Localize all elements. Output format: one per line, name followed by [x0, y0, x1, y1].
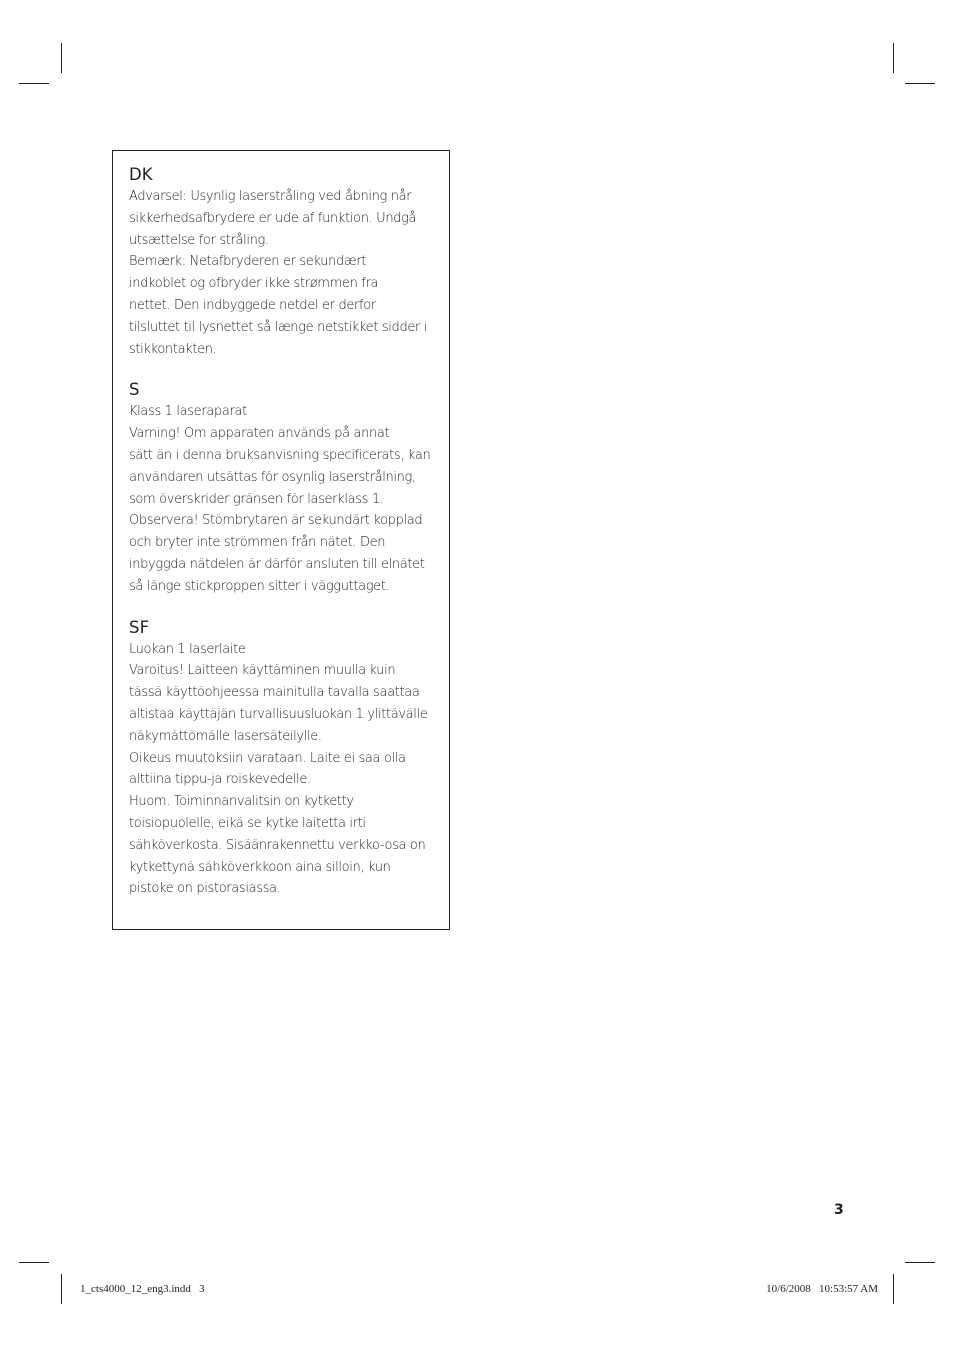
crop-mark-top-right-horizontal — [905, 83, 935, 84]
crop-mark-top-left-vertical — [61, 43, 62, 73]
slug-filename: 1_cts4000_12_eng3.indd 3 — [80, 1283, 205, 1295]
text-line: Observera! Stömbrytaren är sekundärt kopplad — [129, 513, 423, 529]
crop-mark-top-right-vertical — [893, 43, 894, 73]
text-line: pistoke on pistorasiassa. — [129, 881, 281, 897]
text-line: näkymättömälle lasersäteilylle. — [129, 728, 322, 744]
crop-mark-bottom-right-horizontal — [905, 1262, 935, 1263]
notice-section-sf — [129, 617, 447, 901]
text-line: alttiina tippu-ja roiskevedelle. — [129, 772, 311, 788]
text-line: Varoitus! Laitteen käyttäminen muulla kuin — [129, 663, 396, 679]
section-heading-sf: SF — [129, 617, 150, 637]
text-line: sikkerhedsafbrydere er ude af funktion. Undgå — [129, 210, 417, 226]
text-line: sähköverkosta. Sisäänrakennettu verkko-osa on — [129, 837, 426, 853]
notice-section-dk — [129, 164, 447, 360]
text-line: indkoblet og ofbryder ikke strømmen fra — [129, 276, 379, 292]
text-line: Oikeus muutoksiin varataan. Laite ei saa olla — [129, 750, 406, 766]
crop-mark-top-left-horizontal — [19, 83, 49, 84]
text-line: toisiopuolelle, eikä se kytke laitetta irti — [129, 815, 366, 831]
text-line: Huom. Toiminnanvalitsin on kytketty — [129, 794, 354, 810]
text-line: användaren utsättas för osynlig laserstrålning, — [129, 469, 416, 485]
crop-mark-bottom-left-horizontal — [19, 1262, 49, 1263]
text-line: inbyggda nätdelen är därför ansluten till elnätet — [129, 556, 425, 572]
text-line: tilsluttet til lysnettet så længe netstikket sidder i — [129, 319, 428, 335]
section-heading-s: S — [129, 380, 140, 400]
slug-timestamp: 10/6/2008 10:53:57 AM — [766, 1283, 878, 1295]
crop-mark-bottom-right-vertical — [893, 1274, 894, 1304]
text-line: nettet. Den indbyggede netdel er derfor — [129, 297, 376, 313]
text-line: och bryter inte strömmen från nätet. Den — [129, 535, 386, 551]
text-line: Varning! Om apparaten används på annat — [129, 426, 390, 442]
text-line: sätt än i denna bruksanvisning specificerats, kan — [129, 447, 431, 463]
text-line: Luokan 1 laserlaite — [129, 641, 246, 657]
text-line: altistaa käyttäjän turvallisuusluokan 1 ylittävälle — [129, 706, 428, 722]
text-line: som överskrider gränsen för laserklass 1. — [129, 491, 384, 507]
laser-safety-notice-box — [112, 150, 450, 930]
text-line: tässä käyttöohjeessa mainitulla tavalla saattaa — [129, 685, 420, 701]
text-line: så länge stickproppen sitter i vägguttaget. — [129, 578, 390, 594]
notice-section-s — [129, 379, 447, 597]
text-line: utsættelse for stråling. — [129, 232, 269, 248]
text-line: stikkontakten. — [129, 341, 217, 357]
text-line: Advarsel: Usynlig laserstråling ved åbning når — [129, 189, 412, 204]
text-line: Klass 1 laseraparat — [129, 404, 247, 420]
crop-mark-bottom-left-vertical — [61, 1274, 62, 1304]
notice-content — [129, 164, 447, 919]
text-line: kytkettynä sähköverkkoon aina silloin, kun — [129, 859, 391, 875]
text-line: Bemærk: Netafbryderen er sekundært — [129, 254, 367, 270]
section-heading-dk: DK — [129, 165, 153, 184]
page-number: 3 — [834, 1202, 844, 1218]
